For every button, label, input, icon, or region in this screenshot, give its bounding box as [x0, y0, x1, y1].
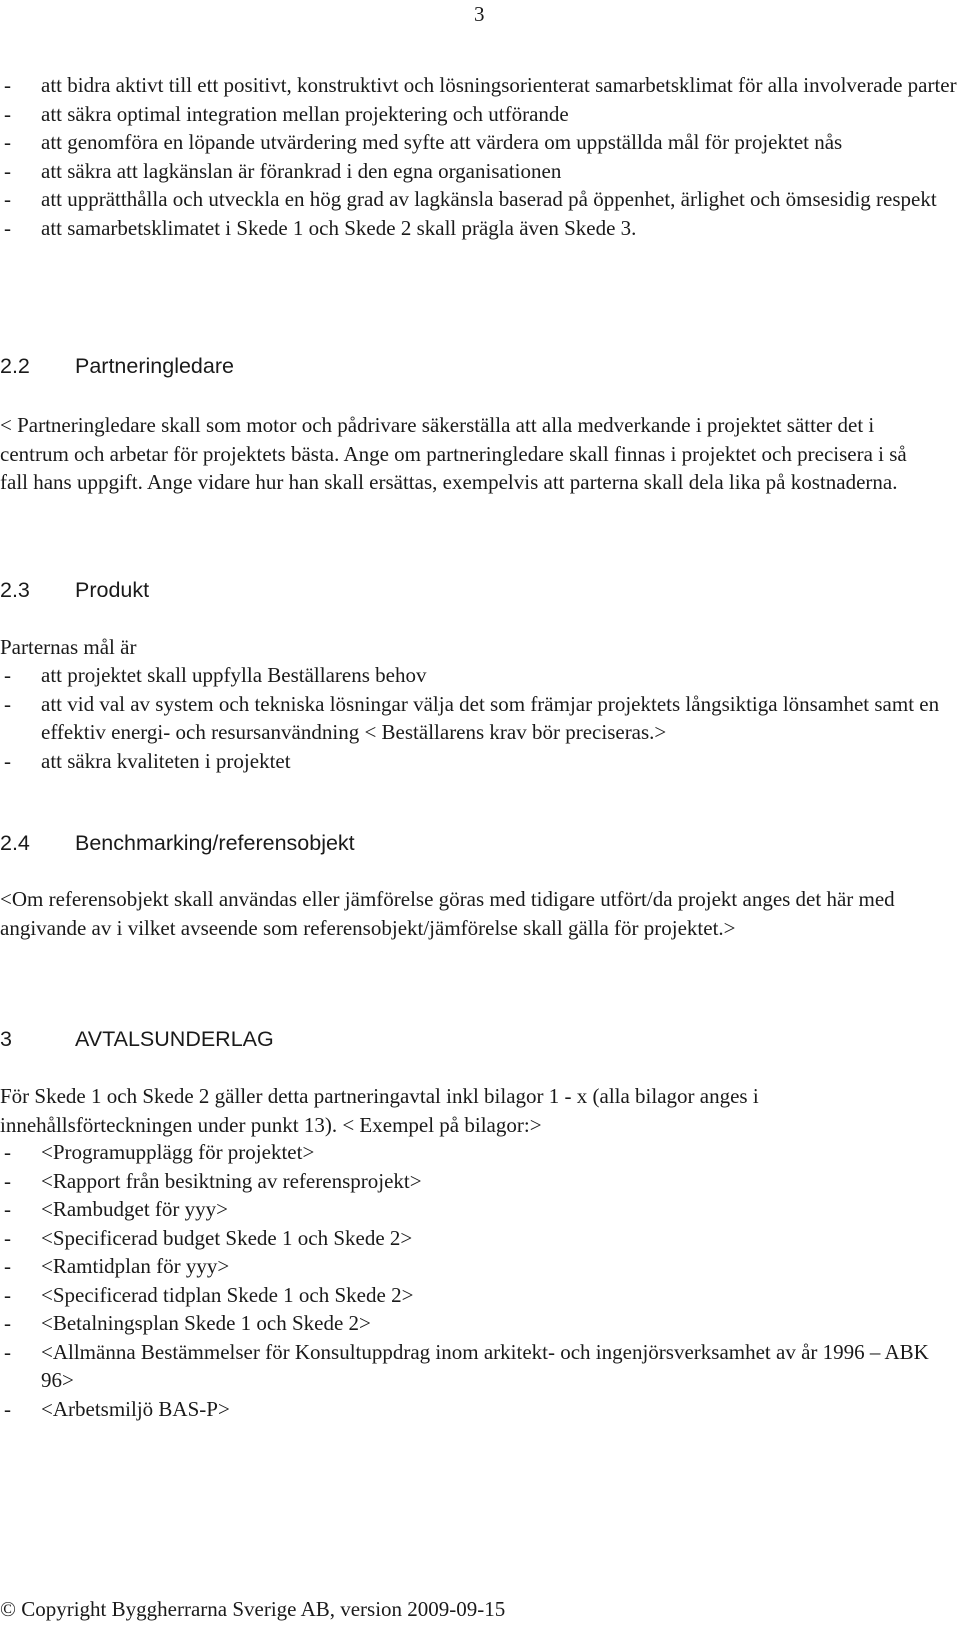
list-item-text: att samarbetsklimatet i Skede 1 och Skede 2 skall prägla även Skede 3.: [41, 215, 637, 240]
section-2-4-body: <Om referensobjekt skall användas eller jämförelse göras med tidigare utfört/da projekt anges det här med angivande av i vilket avseende som referensobjekt/jämförelse skall gälla för projektet.>: [0, 887, 895, 940]
section-number: 2.3: [0, 578, 30, 602]
list-item: - att bidra aktivt till ett positivt, konstruktivt och lösningsorienterat samarbetsklimat för alla involverade parter: [4, 73, 957, 97]
list-item-text: att säkra kvaliteten i projektet: [41, 748, 291, 773]
list-item-text: <Betalningsplan Skede 1 och Skede 2>: [41, 1311, 371, 1335]
list-item: - <Programupplägg för projektet>: [4, 1140, 315, 1164]
section-title: AVTALSUNDERLAG: [75, 1027, 274, 1051]
list-item: - att samarbetsklimatet i Skede 1 och Skede 2 skall prägla även Skede 3.: [4, 215, 637, 240]
section-number: 2.2: [0, 354, 30, 378]
page-number: 3: [474, 2, 485, 26]
list-item: - att vid val av system och tekniska lösningar välja det som främjar projektets långsiktiga lönsamhet samt en effektiv energi- och resursanvändning < Beställarens krav bör preciseras.>: [4, 691, 940, 744]
list-item: - <Allmänna Bestämmelser för Konsultuppdrag inom arkitekt- och ingenjörsverksamhet av år 1996 – ABK 96>: [4, 1339, 929, 1392]
list-item-text: att vid val av system och tekniska lösningar välja det som främjar projektets långsiktiga lönsamhet samt en effektiv energi- och resursanvändning < Beställarens krav bör preciseras.>: [41, 691, 940, 744]
list-item: - <Rambudget för yyy>: [4, 1197, 228, 1221]
list-item: - <Specificerad tidplan Skede 1 och Skede 2>: [4, 1282, 414, 1307]
list-item-text: <Arbetsmiljö BAS-P>: [41, 1396, 230, 1421]
section-number: 3: [0, 1027, 12, 1051]
list-item-text: <Allmänna Bestämmelser för Konsultuppdrag inom arkitekt- och ingenjörsverksamhet av år 1996 – ABK 96>: [41, 1339, 929, 1392]
list-item-text: <Specificerad tidplan Skede 1 och Skede 2>: [41, 1282, 414, 1307]
list-item: - <Betalningsplan Skede 1 och Skede 2>: [4, 1311, 371, 1335]
list-item: - <Arbetsmiljö BAS-P>: [4, 1396, 230, 1421]
list-item: - att upprätthålla och utveckla en hög grad av lagkänsla baserad på öppenhet, ärlighet och ömsesidig respekt: [4, 187, 937, 211]
list-item: - <Rapport från besiktning av referensprojekt>: [4, 1168, 422, 1193]
objectives-list: [0, 71, 960, 242]
list-item-text: att projektet skall uppfylla Beställarens behov: [41, 663, 427, 687]
copyright-footer: © Copyright Byggherrarna Sverige AB, version 2009-09-15: [0, 1597, 506, 1621]
list-item: - <Ramtidplan för yyy>: [4, 1254, 230, 1278]
appendix-list: [0, 1138, 960, 1423]
section-2-3-intro: Parternas mål är: [0, 635, 137, 659]
list-item: - att säkra optimal integration mellan projektering och utförande: [4, 101, 569, 126]
section-2-2-body: < Partneringledare skall som motor och pådrivare säkerställa att alla medverkande i projektet sätter det i centrum och arbetar för projektets bästa. Ange om partneringledare skall finnas i projektet och precisera i så fall hans uppgift. Ange vidare hur han skall ersättas, exempelvis att parterna skall dela lika på kostnaderna.: [0, 413, 907, 494]
list-item: - att projektet skall uppfylla Beställarens behov: [4, 663, 427, 687]
list-item: - att säkra kvaliteten i projektet: [4, 748, 291, 773]
list-item-text: att säkra optimal integration mellan projektering och utförande: [41, 101, 569, 126]
list-item-text: <Rambudget för yyy>: [41, 1197, 228, 1221]
list-item-text: <Rapport från besiktning av referensprojekt>: [41, 1168, 422, 1193]
section-title: Benchmarking/referensobjekt: [75, 831, 355, 855]
list-item-text: <Programupplägg för projektet>: [41, 1140, 315, 1164]
section-title: Partneringledare: [75, 354, 234, 378]
section-3-body: För Skede 1 och Skede 2 gäller detta partneringavtal inkl bilagor 1 - x (alla bilagor anges i innehållsförteckningen under punkt 13). < Exempel på bilagor:>: [0, 1084, 759, 1137]
list-item-text: <Specificerad budget Skede 1 och Skede 2>: [41, 1225, 413, 1250]
product-goals-list: [0, 661, 960, 775]
section-number: 2.4: [0, 831, 30, 855]
list-item-text: <Ramtidplan för yyy>: [41, 1254, 230, 1278]
list-item-text: att bidra aktivt till ett positivt, konstruktivt och lösningsorienterat samarbetsklimat för alla involverade parter: [41, 73, 957, 97]
list-item: - att genomföra en löpande utvärdering med syfte att värdera om uppställda mål för projektet nås: [4, 130, 843, 154]
list-item-text: att säkra att lagkänslan är förankrad i den egna organisationen: [41, 158, 562, 183]
section-title: Produkt: [75, 578, 150, 602]
list-item-text: att upprätthålla och utveckla en hög grad av lagkänsla baserad på öppenhet, ärlighet och ömsesidig respekt: [41, 187, 937, 211]
list-item: - att säkra att lagkänslan är förankrad i den egna organisationen: [4, 158, 562, 183]
list-item: - <Specificerad budget Skede 1 och Skede 2>: [4, 1225, 413, 1250]
list-item-text: att genomföra en löpande utvärdering med syfte att värdera om uppställda mål för projektet nås: [41, 130, 843, 154]
